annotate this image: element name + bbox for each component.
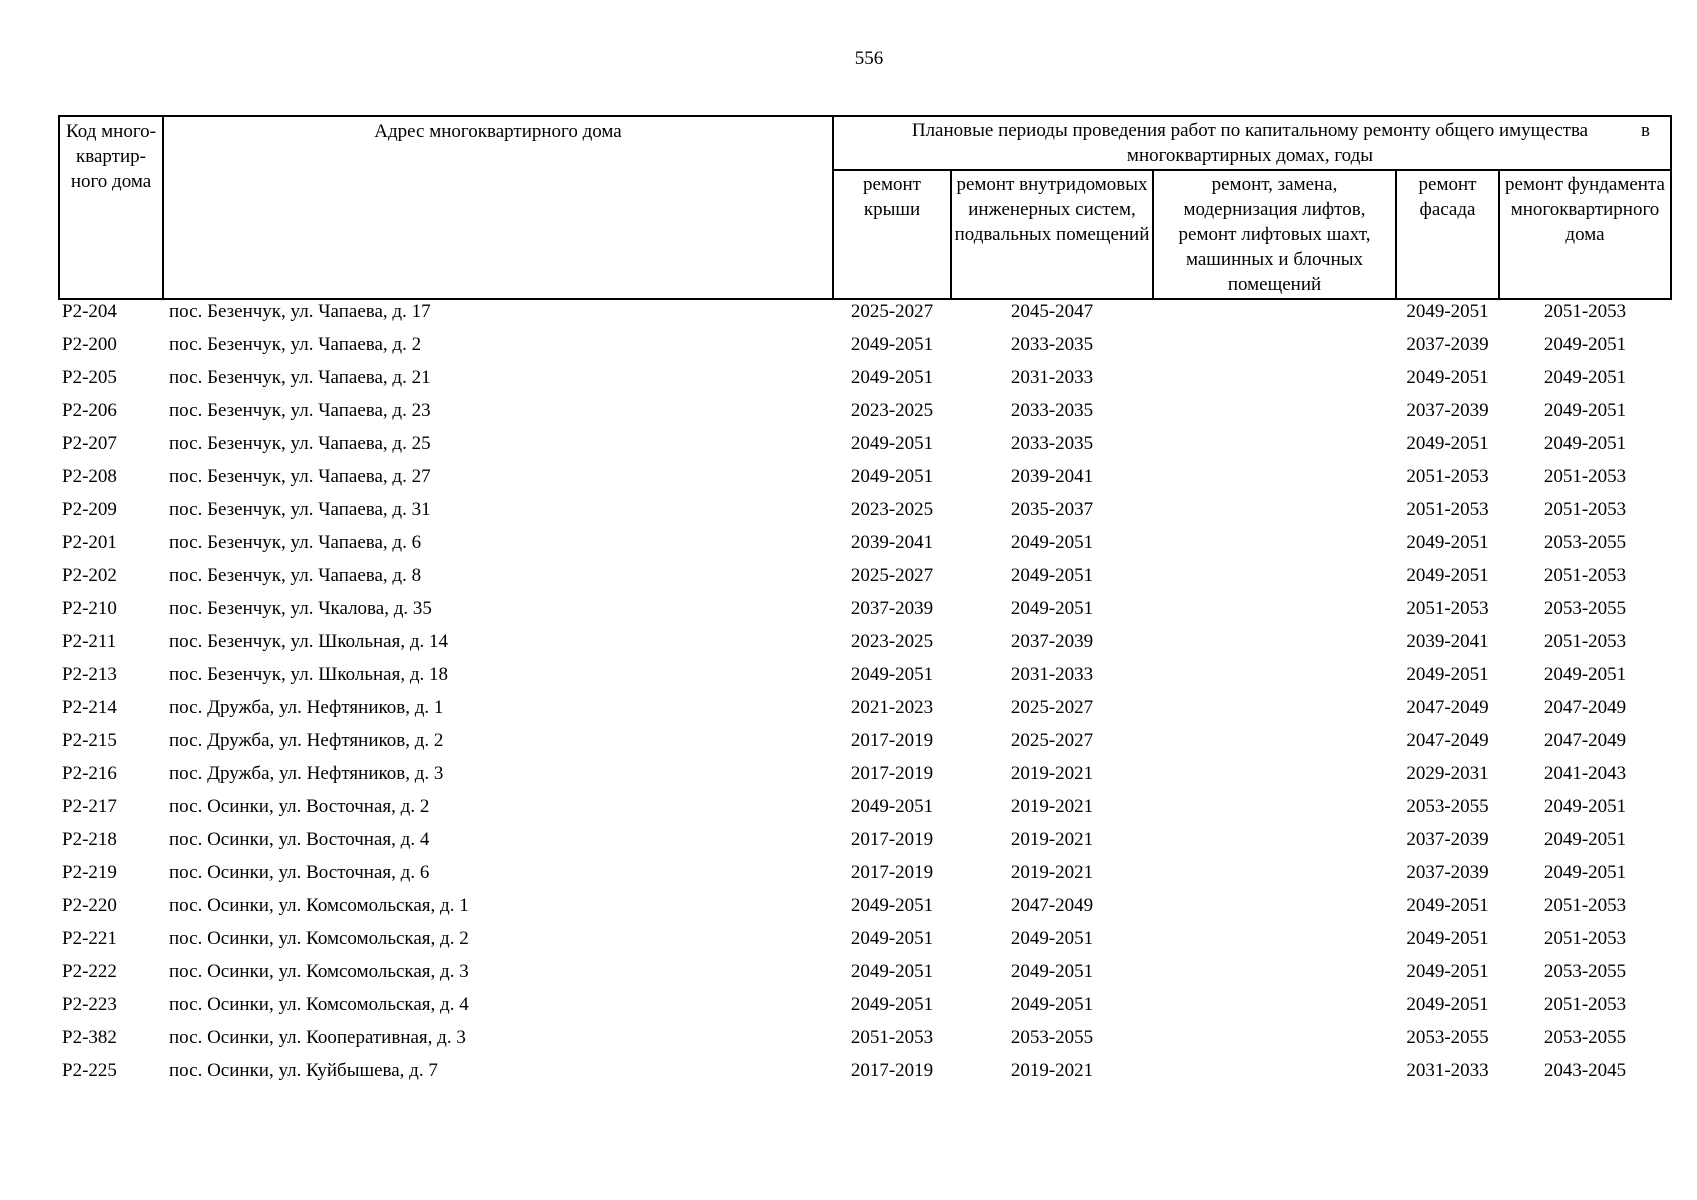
cell-lifts (1153, 366, 1396, 399)
cell-code: Р2-201 (62, 532, 117, 553)
cell-code: Р2-218 (62, 829, 117, 850)
cell-lifts (1153, 531, 1396, 564)
cell-address: пос. Осинки, ул. Комсомольская, д. 2 (169, 928, 469, 949)
cell-foundation: 2051-2053 (1543, 631, 1627, 652)
cell-code: Р2-200 (62, 334, 117, 355)
cell-address: пос. Осинки, ул. Куйбышева, д. 7 (169, 1060, 438, 1081)
cell-roof: 2049-2051 (850, 994, 934, 1015)
cell-code: Р2-225 (62, 1060, 117, 1081)
table-row (59, 465, 1671, 498)
header-engineering: ремонт внутридомовых инженерных систем, подвальных помещений (951, 170, 1153, 299)
cell-address: пос. Безенчук, ул. Чапаева, д. 8 (169, 565, 422, 586)
cell-facade: 2049-2051 (1406, 961, 1489, 982)
cell-address: пос. Безенчук, ул. Чапаева, д. 6 (169, 532, 422, 553)
cell-foundation: 2049-2051 (1543, 829, 1627, 850)
header-foundation: ремонт фундамента многоквартирного дома (1499, 170, 1671, 299)
cell-address: пос. Осинки, ул. Кооперативная, д. 3 (169, 1027, 466, 1048)
cell-lifts (1153, 597, 1396, 630)
cell-code: Р2-219 (62, 862, 117, 883)
table-row (59, 927, 1671, 960)
cell-engineering: 2025-2027 (1010, 697, 1094, 718)
cell-foundation: 2049-2051 (1543, 433, 1627, 454)
cell-foundation: 2051-2053 (1543, 928, 1627, 949)
cell-facade: 2047-2049 (1406, 697, 1489, 718)
cell-engineering: 2037-2039 (1010, 631, 1094, 652)
cell-lifts (1153, 795, 1396, 828)
table-row (59, 366, 1671, 399)
cell-foundation: 2049-2051 (1543, 664, 1627, 685)
page-number: 556 (854, 48, 884, 69)
cell-engineering: 2033-2035 (1010, 433, 1094, 454)
cell-roof: 2023-2025 (850, 499, 934, 520)
cell-roof: 2049-2051 (850, 928, 934, 949)
cell-address: пос. Осинки, ул. Комсомольская, д. 1 (169, 895, 469, 916)
table-row (59, 828, 1671, 861)
cell-roof: 2037-2039 (850, 598, 934, 619)
cell-foundation: 2053-2055 (1543, 532, 1627, 553)
cell-engineering: 2019-2021 (1010, 862, 1094, 883)
cell-facade: 2053-2055 (1406, 1027, 1489, 1048)
cell-code: Р2-220 (62, 895, 117, 916)
cell-lifts (1153, 894, 1396, 927)
cell-roof: 2049-2051 (850, 961, 934, 982)
cell-engineering: 2045-2047 (1010, 301, 1094, 322)
table-row (59, 630, 1671, 663)
cell-roof: 2017-2019 (850, 1060, 934, 1081)
cell-code: Р2-207 (62, 433, 117, 454)
cell-roof: 2025-2027 (850, 301, 934, 322)
cell-address: пос. Безенчук, ул. Чкалова, д. 35 (169, 598, 432, 619)
cell-facade: 2051-2053 (1406, 466, 1489, 487)
cell-lifts (1153, 861, 1396, 894)
cell-address: пос. Безенчук, ул. Школьная, д. 14 (169, 631, 449, 652)
table-body (59, 299, 1671, 1092)
header-roof: ремонт крыши (833, 170, 951, 299)
cell-facade: 2039-2041 (1406, 631, 1489, 652)
cell-facade: 2047-2049 (1406, 730, 1489, 751)
cell-foundation: 2051-2053 (1543, 499, 1627, 520)
cell-engineering: 2039-2041 (1010, 466, 1094, 487)
header-address: Адрес многоквартирного дома (163, 116, 833, 299)
cell-lifts (1153, 1059, 1396, 1092)
header-periods-v: в (1641, 120, 1650, 141)
cell-address: пос. Дружба, ул. Нефтяников, д. 2 (169, 730, 444, 751)
cell-lifts (1153, 333, 1396, 366)
header-periods-line2: многоквартирных домах, годы (1126, 145, 1374, 166)
cell-foundation: 2053-2055 (1543, 598, 1627, 619)
cell-facade: 2049-2051 (1406, 433, 1489, 454)
table-row (59, 564, 1671, 597)
cell-facade: 2049-2051 (1406, 994, 1489, 1015)
cell-address: пос. Осинки, ул. Восточная, д. 4 (169, 829, 430, 850)
cell-address: пос. Безенчук, ул. Чапаева, д. 27 (169, 466, 431, 487)
cell-code: Р2-211 (62, 631, 117, 652)
table-row (59, 498, 1671, 531)
cell-roof: 2023-2025 (850, 631, 934, 652)
cell-foundation: 2053-2055 (1543, 961, 1627, 982)
table-row (59, 333, 1671, 366)
cell-foundation: 2041-2043 (1543, 763, 1627, 784)
cell-lifts (1153, 927, 1396, 960)
cell-facade: 2037-2039 (1406, 400, 1489, 421)
cell-roof: 2049-2051 (850, 664, 934, 685)
table-row (59, 597, 1671, 630)
cell-foundation: 2051-2053 (1543, 301, 1627, 322)
cell-engineering: 2025-2027 (1010, 730, 1094, 751)
cell-code: Р2-214 (62, 697, 117, 718)
cell-engineering: 2049-2051 (1010, 565, 1094, 586)
table-header (59, 116, 1671, 299)
cell-code: Р2-216 (62, 763, 117, 784)
cell-address: пос. Безенчук, ул. Чапаева, д. 21 (169, 367, 431, 388)
cell-facade: 2049-2051 (1406, 367, 1489, 388)
cell-roof: 2025-2027 (850, 565, 934, 586)
cell-facade: 2037-2039 (1406, 334, 1489, 355)
cell-roof: 2051-2053 (850, 1027, 934, 1048)
cell-address: пос. Безенчук, ул. Чапаева, д. 17 (169, 301, 431, 322)
cell-engineering: 2049-2051 (1010, 994, 1094, 1015)
cell-engineering: 2019-2021 (1010, 763, 1094, 784)
table-row (59, 960, 1671, 993)
cell-code: Р2-217 (62, 796, 117, 817)
table-row (59, 795, 1671, 828)
cell-lifts (1153, 729, 1396, 762)
cell-engineering: 2049-2051 (1010, 532, 1094, 553)
cell-facade: 2049-2051 (1406, 664, 1489, 685)
cell-foundation: 2049-2051 (1543, 862, 1627, 883)
cell-code: Р2-215 (62, 730, 117, 751)
header-code: Код много-квартир-ного дома (59, 116, 163, 299)
cell-address: пос. Дружба, ул. Нефтяников, д. 3 (169, 763, 444, 784)
cell-roof: 2049-2051 (850, 433, 934, 454)
cell-address: пос. Дружба, ул. Нефтяников, д. 1 (169, 697, 444, 718)
cell-foundation: 2047-2049 (1543, 697, 1627, 718)
cell-facade: 2037-2039 (1406, 829, 1489, 850)
cell-address: пос. Осинки, ул. Восточная, д. 2 (169, 796, 430, 817)
cell-address: пос. Осинки, ул. Комсомольская, д. 4 (169, 994, 469, 1015)
cell-foundation: 2043-2045 (1543, 1060, 1627, 1081)
cell-foundation: 2049-2051 (1543, 400, 1627, 421)
cell-lifts (1153, 399, 1396, 432)
table-row (59, 762, 1671, 795)
cell-engineering: 2031-2033 (1010, 367, 1094, 388)
cell-engineering: 2049-2051 (1010, 928, 1094, 949)
table-row (59, 663, 1671, 696)
cell-code: Р2-382 (62, 1027, 117, 1048)
cell-facade: 2037-2039 (1406, 862, 1489, 883)
header-periods (833, 116, 1671, 170)
header-lifts: ремонт, замена, модернизация лифтов, ремонт лифтовых шахт, машинных и блочных помещений (1153, 170, 1396, 299)
cell-facade: 2049-2051 (1406, 895, 1489, 916)
cell-foundation: 2051-2053 (1543, 565, 1627, 586)
cell-facade: 2051-2053 (1406, 598, 1489, 619)
cell-address: пос. Безенчук, ул. Школьная, д. 18 (169, 664, 449, 685)
cell-engineering: 2049-2051 (1010, 598, 1094, 619)
cell-lifts (1153, 762, 1396, 795)
cell-lifts (1153, 498, 1396, 531)
cell-lifts (1153, 299, 1396, 333)
cell-address: пос. Безенчук, ул. Чапаева, д. 31 (169, 499, 431, 520)
cell-engineering: 2019-2021 (1010, 829, 1094, 850)
cell-facade: 2049-2051 (1406, 301, 1489, 322)
cell-address: пос. Безенчук, ул. Чапаева, д. 2 (169, 334, 422, 355)
table-row (59, 1059, 1671, 1092)
cell-roof: 2049-2051 (850, 334, 934, 355)
cell-facade: 2049-2051 (1406, 532, 1489, 553)
cell-roof: 2017-2019 (850, 763, 934, 784)
cell-foundation: 2051-2053 (1543, 994, 1627, 1015)
cell-engineering: 2031-2033 (1010, 664, 1094, 685)
cell-roof: 2049-2051 (850, 367, 934, 388)
cell-lifts (1153, 432, 1396, 465)
cell-engineering: 2019-2021 (1010, 796, 1094, 817)
cell-code: Р2-221 (62, 928, 117, 949)
cell-roof: 2017-2019 (850, 730, 934, 751)
cell-engineering: 2053-2055 (1010, 1027, 1094, 1048)
cell-roof: 2021-2023 (850, 697, 934, 718)
cell-facade: 2053-2055 (1406, 796, 1489, 817)
cell-foundation: 2049-2051 (1543, 334, 1627, 355)
cell-foundation: 2053-2055 (1543, 1027, 1627, 1048)
cell-foundation: 2047-2049 (1543, 730, 1627, 751)
cell-facade: 2029-2031 (1406, 763, 1489, 784)
cell-engineering: 2047-2049 (1010, 895, 1094, 916)
cell-address: пос. Безенчук, ул. Чапаева, д. 23 (169, 400, 431, 421)
cell-foundation: 2049-2051 (1543, 796, 1627, 817)
table-row (59, 894, 1671, 927)
cell-lifts (1153, 696, 1396, 729)
table-row (59, 531, 1671, 564)
cell-foundation: 2049-2051 (1543, 367, 1627, 388)
cell-code: Р2-208 (62, 466, 117, 487)
table-row (59, 399, 1671, 432)
cell-lifts (1153, 828, 1396, 861)
cell-address: пос. Осинки, ул. Комсомольская, д. 3 (169, 961, 469, 982)
cell-roof: 2049-2051 (850, 796, 934, 817)
cell-roof: 2023-2025 (850, 400, 934, 421)
cell-foundation: 2051-2053 (1543, 466, 1627, 487)
table-row (59, 696, 1671, 729)
table-row (59, 993, 1671, 1026)
cell-facade: 2049-2051 (1406, 928, 1489, 949)
cell-code: Р2-204 (62, 301, 117, 322)
cell-lifts (1153, 960, 1396, 993)
cell-roof: 2017-2019 (850, 829, 934, 850)
cell-code: Р2-202 (62, 565, 117, 586)
cell-code: Р2-210 (62, 598, 117, 619)
cell-engineering: 2033-2035 (1010, 400, 1094, 421)
cell-facade: 2049-2051 (1406, 565, 1489, 586)
table-row (59, 299, 1671, 333)
cell-lifts (1153, 993, 1396, 1026)
cell-code: Р2-223 (62, 994, 117, 1015)
header-periods-line1: Плановые периоды проведения работ по капитальному ремонту общего имущества (911, 120, 1589, 141)
cell-lifts (1153, 564, 1396, 597)
cell-roof: 2039-2041 (850, 532, 934, 553)
cell-lifts (1153, 465, 1396, 498)
capital-repair-table (58, 115, 1672, 1092)
cell-facade: 2051-2053 (1406, 499, 1489, 520)
cell-engineering: 2035-2037 (1010, 499, 1094, 520)
cell-code: Р2-209 (62, 499, 117, 520)
cell-engineering: 2033-2035 (1010, 334, 1094, 355)
cell-engineering: 2049-2051 (1010, 961, 1094, 982)
cell-roof: 2049-2051 (850, 895, 934, 916)
table-row (59, 729, 1671, 762)
cell-lifts (1153, 1026, 1396, 1059)
cell-code: Р2-222 (62, 961, 117, 982)
cell-code: Р2-205 (62, 367, 117, 388)
cell-address: пос. Осинки, ул. Восточная, д. 6 (169, 862, 430, 883)
cell-lifts (1153, 630, 1396, 663)
cell-roof: 2017-2019 (850, 862, 934, 883)
cell-code: Р2-206 (62, 400, 117, 421)
table-row (59, 1026, 1671, 1059)
cell-facade: 2031-2033 (1406, 1060, 1489, 1081)
header-facade: ремонт фасада (1396, 170, 1499, 299)
cell-address: пос. Безенчук, ул. Чапаева, д. 25 (169, 433, 431, 454)
cell-roof: 2049-2051 (850, 466, 934, 487)
cell-engineering: 2019-2021 (1010, 1060, 1094, 1081)
table-row (59, 861, 1671, 894)
cell-code: Р2-213 (62, 664, 117, 685)
table-row (59, 432, 1671, 465)
cell-lifts (1153, 663, 1396, 696)
cell-foundation: 2051-2053 (1543, 895, 1627, 916)
